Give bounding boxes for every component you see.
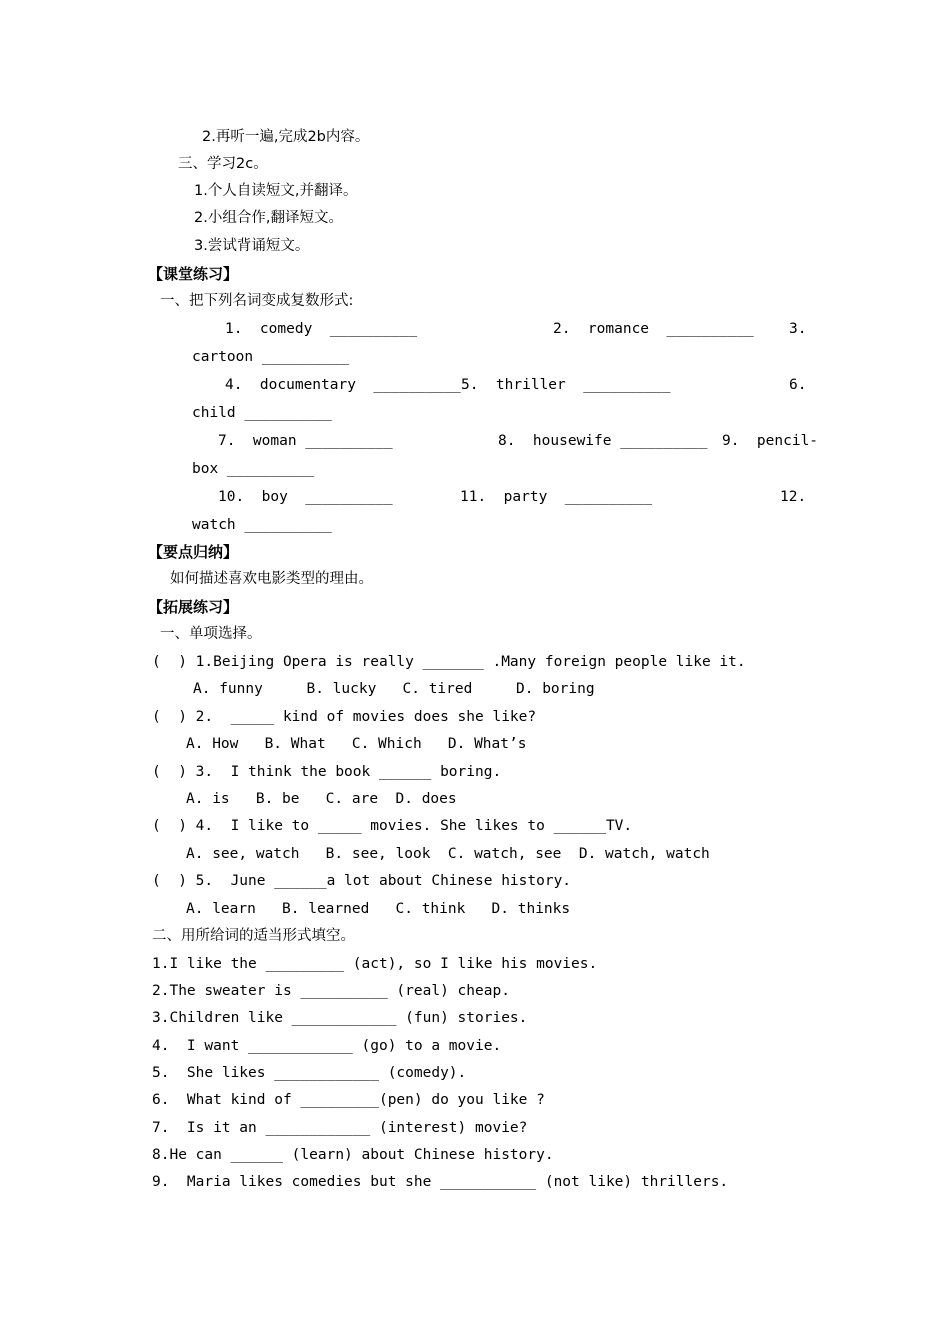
fill-item: 8.He can ______ (learn) about Chinese history. bbox=[152, 1147, 554, 1163]
word-item: 2. romance __________ bbox=[553, 321, 754, 337]
mc-question: ( ) 3. I think the book ______ boring. bbox=[152, 764, 502, 780]
key-points-heading: 【要点归纳】 bbox=[148, 543, 239, 561]
word-item: 8. housewife __________ bbox=[498, 433, 708, 449]
word-item: cartoon __________ bbox=[192, 349, 350, 365]
part3-title: 三、学习2c。 bbox=[178, 156, 268, 172]
word-item: 3. bbox=[789, 321, 807, 337]
word-item: 12. bbox=[780, 489, 807, 505]
mc-options: A. see, watch B. see, look C. watch, see D. watch, watch bbox=[186, 846, 710, 862]
word-item: 11. party __________ bbox=[460, 489, 653, 505]
key-points-text: 如何描述喜欢电影类型的理由。 bbox=[170, 571, 373, 587]
mc-options: A. is B. be C. are D. does bbox=[186, 791, 457, 807]
word-item: 1. comedy __________ bbox=[225, 321, 418, 337]
extension-section2-title: 二、用所给词的适当形式填空。 bbox=[152, 928, 355, 944]
class-practice-heading: 【课堂练习】 bbox=[148, 265, 239, 283]
fill-item: 3.Children like ____________ (fun) stories. bbox=[152, 1010, 528, 1026]
fill-item: 9. Maria likes comedies but she ___________ (not like) thrillers. bbox=[152, 1174, 729, 1190]
word-item: box __________ bbox=[192, 461, 315, 477]
word-item: 10. boy __________ bbox=[218, 489, 393, 505]
part3-item: 3.尝试背诵短文。 bbox=[194, 238, 310, 254]
mc-options: A. How B. What C. Which D. What’s bbox=[186, 736, 527, 752]
mc-options: A. funny B. lucky C. tired D. boring bbox=[193, 681, 595, 697]
fill-item: 1.I like the _________ (act), so I like his movies. bbox=[152, 956, 598, 972]
fill-item: 7. Is it an ____________ (interest) movie? bbox=[152, 1120, 528, 1136]
word-item: 4. documentary __________ bbox=[225, 377, 461, 393]
part3-item: 2.小组合作,翻译短文。 bbox=[194, 210, 343, 226]
mc-question: ( ) 1.Beijing Opera is really _______ .Many foreign people like it. bbox=[152, 654, 746, 670]
word-item: 9. pencil- bbox=[722, 433, 819, 449]
word-item: child __________ bbox=[192, 405, 332, 421]
class-practice-section1-title: 一、把下列名词变成复数形式: bbox=[160, 293, 354, 309]
word-item: 7. woman __________ bbox=[218, 433, 393, 449]
extension-section1-title: 一、单项选择。 bbox=[160, 626, 262, 642]
word-item: watch __________ bbox=[192, 517, 332, 533]
fill-item: 4. I want ____________ (go) to a movie. bbox=[152, 1038, 502, 1054]
extension-heading: 【拓展练习】 bbox=[148, 598, 239, 616]
fill-item: 2.The sweater is __________ (real) cheap. bbox=[152, 983, 510, 999]
fill-item: 5. She likes ____________ (comedy). bbox=[152, 1065, 467, 1081]
mc-question: ( ) 5. June ______a lot about Chinese history. bbox=[152, 873, 572, 889]
word-item: 6. bbox=[789, 377, 807, 393]
part3-item: 1.个人自读短文,并翻译。 bbox=[194, 183, 358, 199]
listening-item-2: 2.再听一遍,完成2b内容。 bbox=[202, 129, 370, 145]
word-item: 5. thriller __________ bbox=[461, 377, 671, 393]
fill-item: 6. What kind of _________(pen) do you like ? bbox=[152, 1092, 545, 1108]
mc-options: A. learn B. learned C. think D. thinks bbox=[186, 901, 571, 917]
mc-question: ( ) 4. I like to _____ movies. She likes to ______TV. bbox=[152, 818, 633, 834]
mc-question: ( ) 2. _____ kind of movies does she like? bbox=[152, 709, 537, 725]
